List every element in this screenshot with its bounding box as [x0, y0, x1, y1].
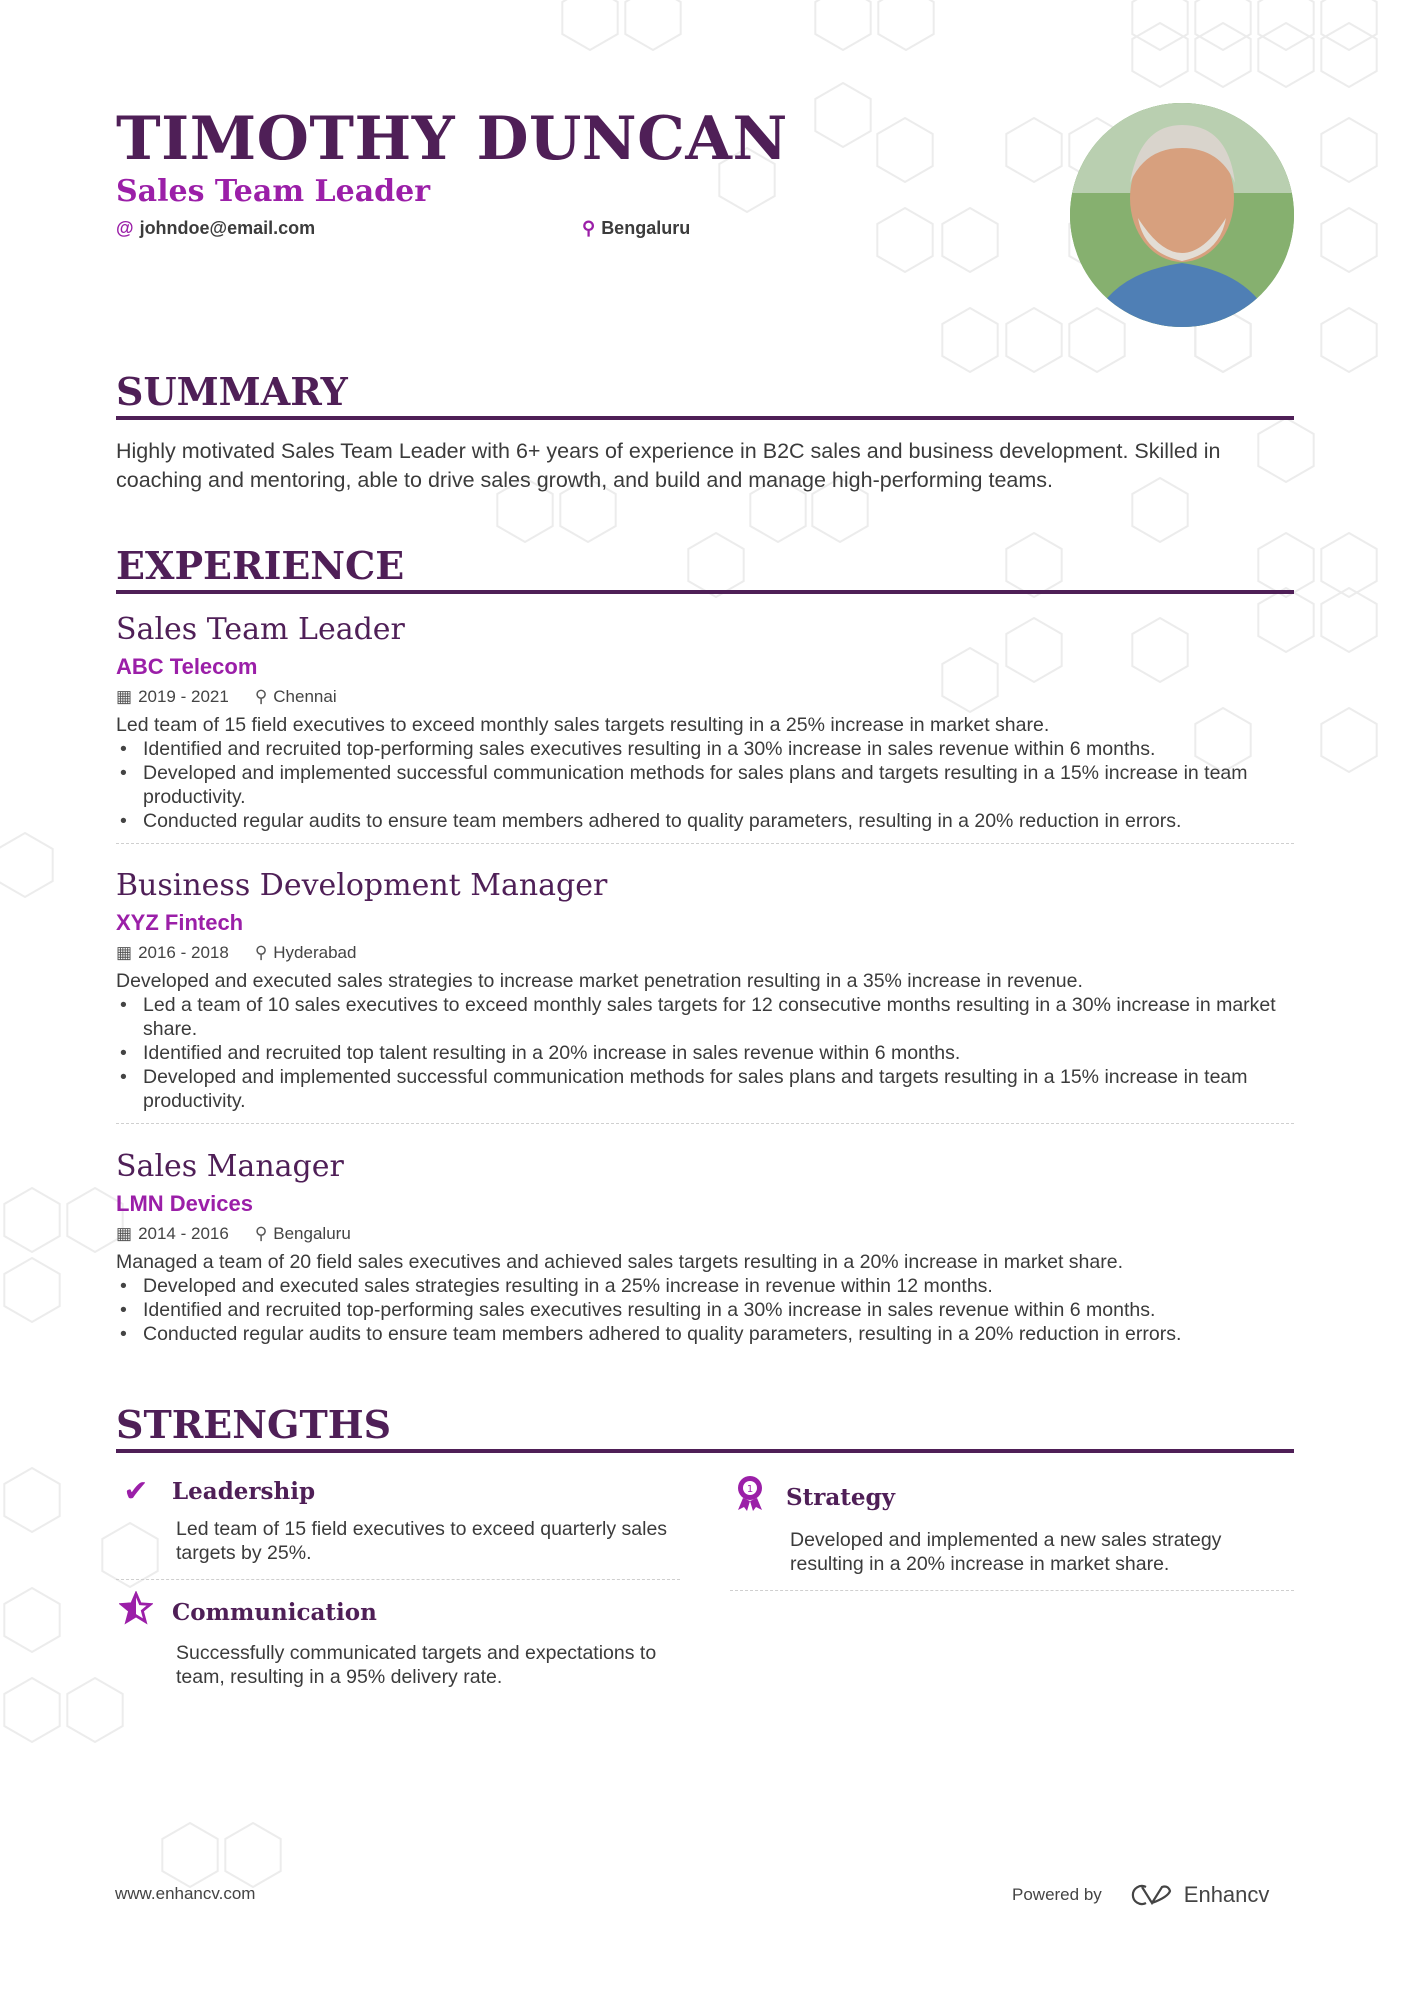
- hexagon-shape: [1132, 23, 1187, 87]
- hexagon-shape: [1321, 23, 1376, 87]
- summary-text: Highly motivated Sales Team Leader with 6+ years of experience in B2C sales and business development. Skilled in coaching and mentoring, able to drive sales growth, and build and manage high-performing teams.: [116, 439, 1221, 492]
- hexagon-shape: [1258, 23, 1313, 87]
- job-location: Bengaluru: [273, 1224, 351, 1243]
- hexagon-shape: [67, 1188, 122, 1252]
- hexagon-shape: [942, 208, 997, 272]
- email-contact[interactable]: [116, 218, 315, 239]
- hexagon-shape: [67, 1678, 122, 1742]
- hexagon-shape: [562, 0, 617, 50]
- job-bullets: [116, 737, 1294, 833]
- job-title: Sales Team Leader: [116, 612, 405, 647]
- strength-title: Strategy: [786, 1483, 895, 1511]
- experience-entry: [116, 610, 1294, 844]
- experience-entry: [116, 1147, 1294, 1346]
- job-dates: 2014 - 2016: [138, 1224, 229, 1243]
- hexagon-shape: [942, 308, 997, 372]
- map-pin-icon: ⚲: [254, 943, 268, 962]
- check-icon: ✔: [123, 1475, 149, 1508]
- strength-text: Successfully communicated targets and expectations to team, resulting in a 95% delivery rate.: [176, 1642, 657, 1688]
- bullet-item: • Developed and implemented successful communication methods for sales plans and targets resulting in a 15% increase in team productivity.: [116, 1065, 1294, 1113]
- job-title: Sales Manager: [116, 1149, 344, 1184]
- experience-entry: [116, 866, 1294, 1124]
- job-bullets: [116, 993, 1294, 1113]
- hexagon-shape: [1006, 308, 1061, 372]
- strength-item: [116, 1591, 680, 1689]
- strength-title: Communication: [172, 1598, 377, 1626]
- candidate-name: TIMOTHY DUNCAN: [116, 104, 788, 174]
- experience-heading: EXPERIENCE: [116, 544, 1294, 594]
- company-name: XYZ Fintech: [116, 910, 244, 935]
- job-dates: 2016 - 2018: [138, 943, 229, 962]
- website-link[interactable]: www.enhancv.com: [115, 1884, 256, 1903]
- hexagon-shape: [877, 208, 932, 272]
- bullet-item: • Conducted regular audits to ensure team members adhered to quality parameters, resulting in a 20% reduction in errors.: [116, 1322, 1294, 1346]
- calendar-icon: ▦: [116, 943, 133, 962]
- hexagon-shape: [4, 1188, 59, 1252]
- hexagon-shape: [1321, 208, 1376, 272]
- calendar-icon: ▦: [116, 687, 133, 706]
- avatar: [1070, 103, 1294, 327]
- bullet-item: • Led a team of 10 sales executives to exceed monthly sales targets for 12 consecutive months resulting in a 30% increase in market share.: [116, 993, 1294, 1041]
- hexagon-shape: [1258, 0, 1313, 50]
- bullet-item: • Identified and recruited top talent resulting in a 20% increase in sales revenue within 6 months.: [116, 1041, 1294, 1065]
- hexagon-shape: [815, 83, 870, 147]
- hexagon-shape: [1321, 708, 1376, 772]
- company-name: LMN Devices: [116, 1191, 253, 1216]
- job-location: Hyderabad: [273, 943, 357, 962]
- job-bullets: [116, 1274, 1294, 1346]
- hexagon-shape: [1069, 308, 1124, 372]
- enhancv-brand: Enhancv: [1183, 1882, 1270, 1907]
- hexagon-shape: [4, 1588, 59, 1652]
- divider: [116, 1123, 1294, 1124]
- summary-heading: SUMMARY: [116, 370, 1294, 420]
- bullet-item: • Developed and executed sales strategies resulting in a 25% increase in revenue within 12 months.: [116, 1274, 1294, 1298]
- hexagon-shape: [0, 833, 53, 897]
- hexagon-shape: [4, 1468, 59, 1532]
- strength-item: [730, 1474, 1294, 1591]
- company-name: ABC Telecom: [116, 654, 258, 679]
- hexagon-shape: [1321, 308, 1376, 372]
- hexagon-shape: [877, 118, 932, 182]
- map-pin-icon: ⚲: [582, 218, 596, 238]
- job-location: Chennai: [273, 687, 337, 706]
- job-description: Led team of 15 field executives to exceed monthly sales targets resulting in a 25% increase in market share.: [116, 714, 1050, 736]
- map-pin-icon: ⚲: [254, 687, 268, 706]
- hexagon-shape: [225, 1823, 280, 1887]
- hexagon-shape: [1006, 118, 1061, 182]
- powered-by: [1012, 1882, 1269, 1908]
- hexagon-shape: [1195, 0, 1250, 50]
- job-title: Business Development Manager: [116, 868, 608, 903]
- job-dates: 2019 - 2021: [138, 687, 229, 706]
- divider: [116, 843, 1294, 844]
- bullet-item: • Identified and recruited top-performing sales executives resulting in a 30% increase in sales revenue within 6 months.: [116, 1298, 1294, 1322]
- location-contact: [582, 218, 690, 239]
- bullet-item: • Conducted regular audits to ensure team members adhered to quality parameters, resulting in a 20% reduction in errors.: [116, 809, 1294, 833]
- enhancv-logo-icon: [1128, 1883, 1174, 1907]
- hexagon-shape: [878, 0, 933, 50]
- hexagon-shape: [625, 0, 680, 50]
- bullet-item: • Identified and recruited top-performing sales executives resulting in a 30% increase in sales revenue within 6 months.: [116, 737, 1294, 761]
- map-pin-icon: ⚲: [254, 1224, 268, 1243]
- strength-text: Led team of 15 field executives to exceed quarterly sales targets by 25%.: [176, 1518, 668, 1564]
- svg-text:1: 1: [746, 1484, 754, 1495]
- hexagon-shape: [1132, 0, 1187, 50]
- strengths-heading: STRENGTHS: [116, 1403, 1294, 1453]
- strength-text: Developed and implemented a new sales strategy resulting in a 20% increase in market share.: [790, 1529, 1222, 1575]
- hexagon-shape: [4, 1258, 59, 1322]
- email-text[interactable]: johndoe@email.com: [139, 218, 316, 238]
- star-icon: [116, 1591, 156, 1633]
- at-icon: @: [116, 218, 134, 238]
- candidate-title: Sales Team Leader: [116, 174, 431, 209]
- award-ribbon-icon: [730, 1474, 770, 1520]
- powered-by-label: Powered by: [1012, 1885, 1102, 1904]
- hexagon-shape: [1195, 23, 1250, 87]
- hexagon-shape: [1321, 118, 1376, 182]
- bullet-item: • Developed and implemented successful communication methods for sales plans and targets resulting in a 15% increase in team productivity.: [116, 761, 1294, 809]
- job-description: Developed and executed sales strategies to increase market penetration resulting in a 35% increase in revenue.: [116, 970, 1083, 992]
- hexagon-shape: [4, 1678, 59, 1742]
- strength-title: Leadership: [172, 1478, 316, 1505]
- strength-item: [116, 1474, 680, 1580]
- hexagon-shape: [1321, 0, 1376, 50]
- location-text: Bengaluru: [601, 218, 691, 238]
- job-description: Managed a team of 20 field sales executives and achieved sales targets resulting in a 20% increase in market share.: [116, 1251, 1123, 1273]
- hexagon-shape: [815, 0, 870, 50]
- calendar-icon: ▦: [116, 1224, 133, 1243]
- hexagon-shape: [162, 1823, 217, 1887]
